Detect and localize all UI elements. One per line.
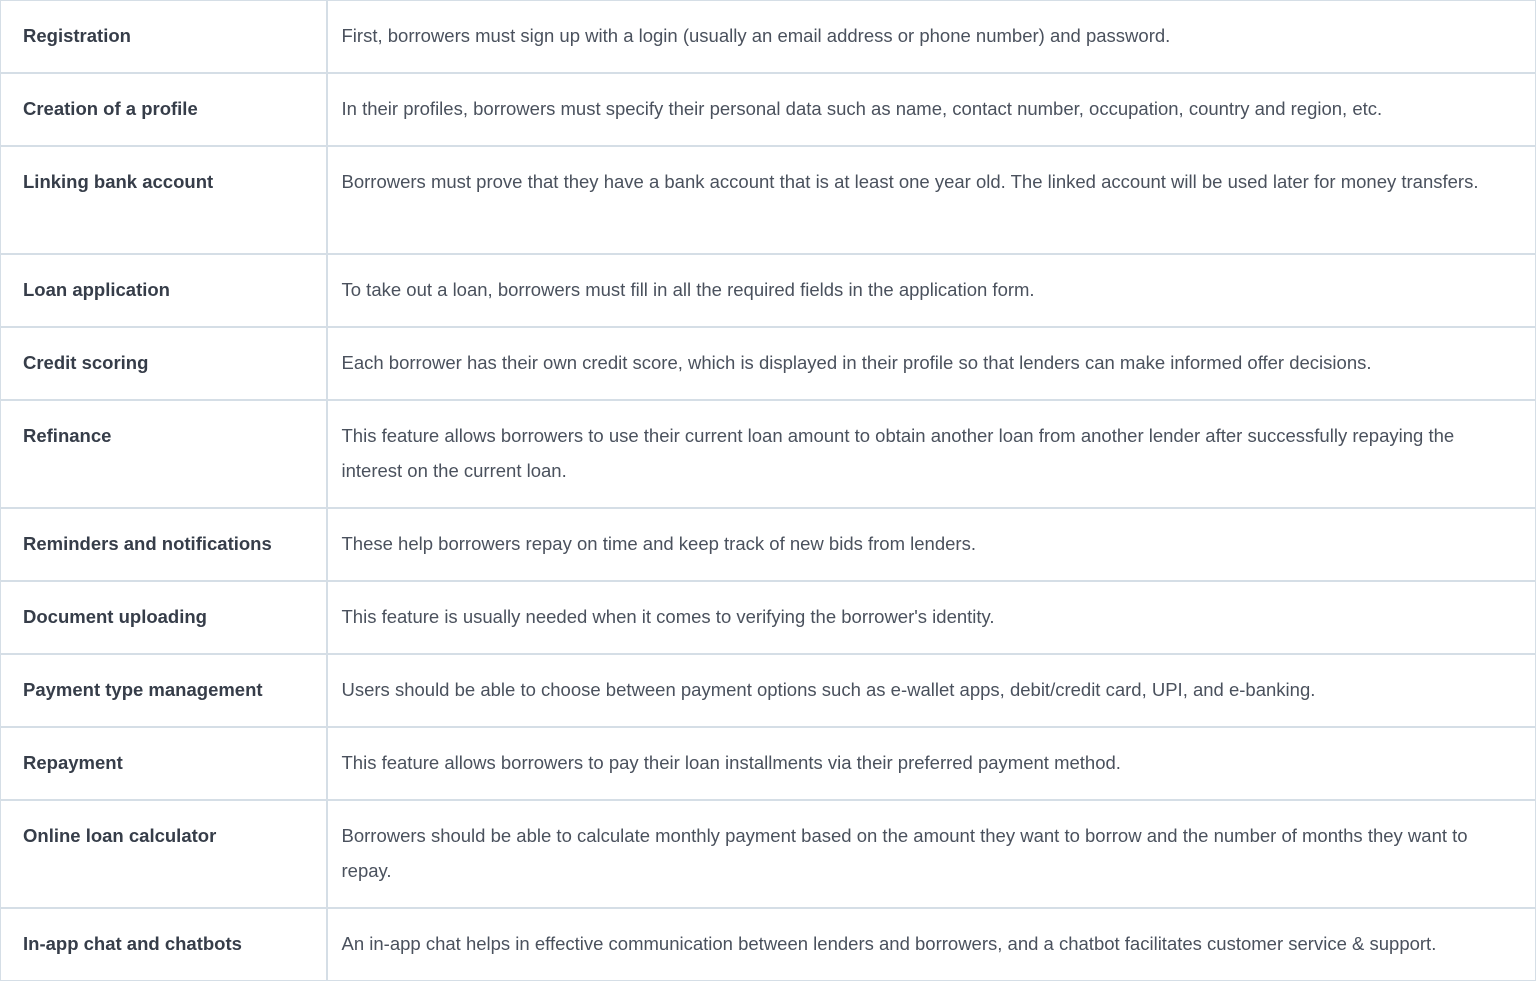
feature-description: These help borrowers repay on time and keep track of new bids from lenders. [327,508,1536,581]
feature-name: Registration [1,1,327,74]
feature-description: This feature allows borrowers to use their current loan amount to obtain another loan from another lender after successfully repaying the interest on the current loan. [327,400,1536,508]
feature-description: First, borrowers must sign up with a login (usually an email address or phone number) and password. [327,1,1536,74]
table-row [1,800,1536,908]
table-row [1,327,1536,400]
feature-name: Reminders and notifications [1,508,327,581]
feature-description: Borrowers must prove that they have a bank account that is at least one year old. The linked account will be used later for money transfers. [327,146,1536,254]
feature-name: Linking bank account [1,146,327,254]
table-row [1,254,1536,327]
feature-name: Online loan calculator [1,800,327,908]
feature-name: Credit scoring [1,327,327,400]
feature-description: An in-app chat helps in effective communication between lenders and borrowers, and a chatbot facilitates customer service & support. [327,908,1536,981]
feature-description: In their profiles, borrowers must specify their personal data such as name, contact number, occupation, country and region, etc. [327,73,1536,146]
table-row [1,400,1536,508]
table-row [1,908,1536,981]
table-row [1,727,1536,800]
feature-description: To take out a loan, borrowers must fill in all the required fields in the application form. [327,254,1536,327]
table-row [1,146,1536,254]
table-row [1,508,1536,581]
feature-description: Borrowers should be able to calculate monthly payment based on the amount they want to borrow and the number of months they want to repay. [327,800,1536,908]
table-row [1,581,1536,654]
table-row [1,654,1536,727]
table-row [1,1,1536,74]
feature-name: Creation of a profile [1,73,327,146]
table-row [1,73,1536,146]
feature-description: Users should be able to choose between payment options such as e-wallet apps, debit/credit card, UPI, and e-banking. [327,654,1536,727]
feature-name: In-app chat and chatbots [1,908,327,981]
feature-name: Loan application [1,254,327,327]
feature-name: Refinance [1,400,327,508]
feature-description: This feature allows borrowers to pay their loan installments via their preferred payment method. [327,727,1536,800]
feature-description: This feature is usually needed when it comes to verifying the borrower's identity. [327,581,1536,654]
feature-name: Payment type management [1,654,327,727]
feature-description: Each borrower has their own credit score, which is displayed in their profile so that lenders can make informed offer decisions. [327,327,1536,400]
feature-name: Document uploading [1,581,327,654]
feature-name: Repayment [1,727,327,800]
